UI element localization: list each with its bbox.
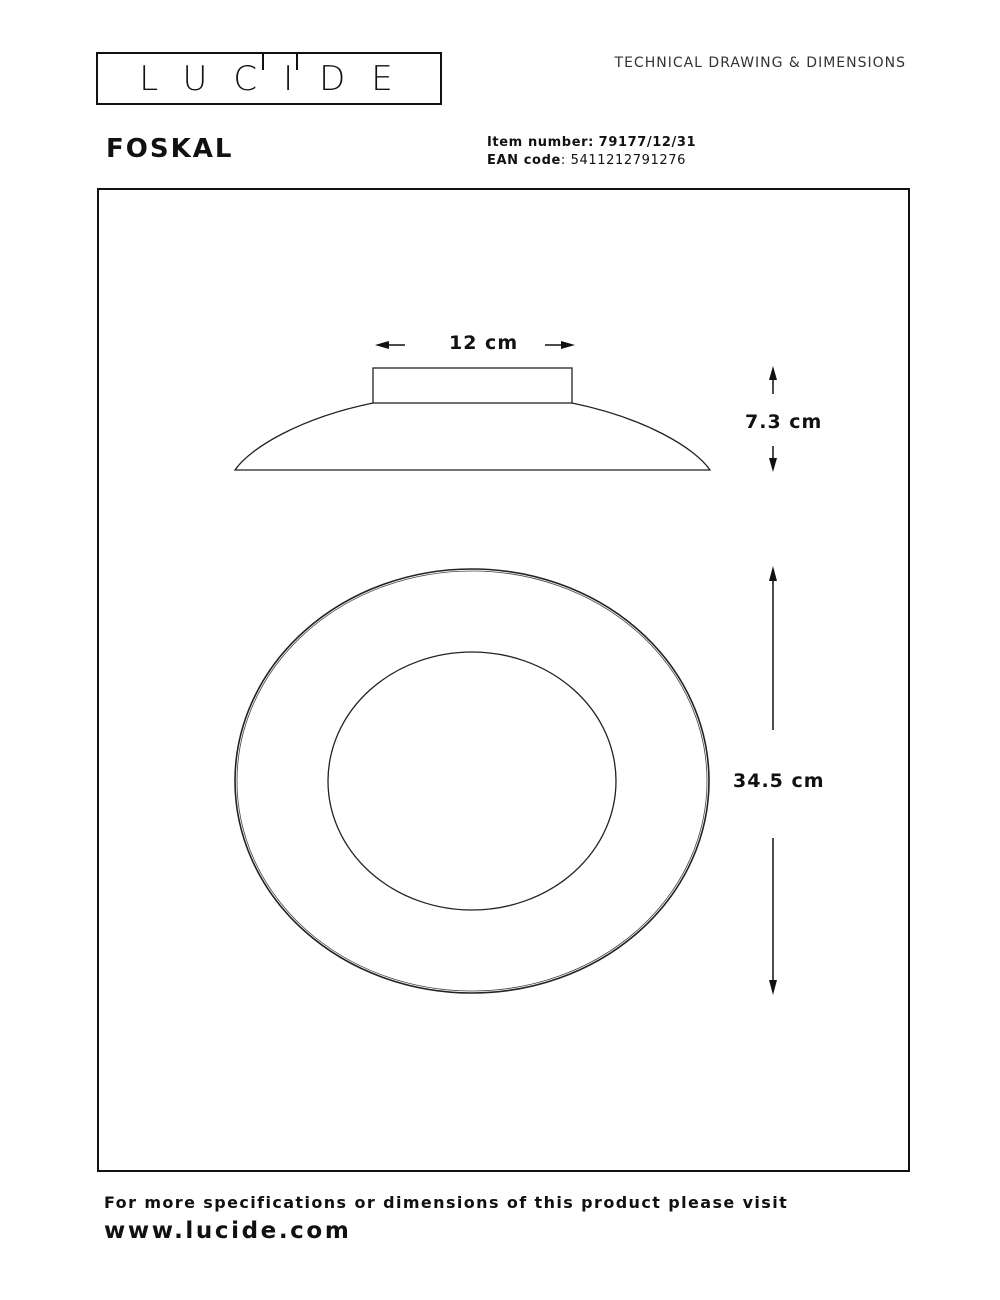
- ean-separator: :: [560, 153, 566, 168]
- shade-top-inner: [328, 652, 616, 910]
- item-number-value: 79177/12/31: [598, 135, 697, 150]
- brand-name: LUCIDE: [139, 59, 419, 99]
- diameter-label: 34.5 cm: [733, 770, 825, 792]
- footer-note: For more specifications or dimensions of this product please visit: [104, 1193, 789, 1212]
- shade-top-rim: [237, 571, 707, 991]
- product-name: FOSKAL: [106, 134, 234, 164]
- shade-side-profile: [235, 403, 710, 470]
- top-width-label: 12 cm: [449, 332, 519, 354]
- ean-label: EAN code: [487, 153, 561, 168]
- document-type: TECHNICAL DRAWING & DIMENSIONS: [614, 55, 906, 71]
- mount-block-side: [373, 368, 572, 403]
- height-label: 7.3 cm: [745, 411, 823, 433]
- website-link[interactable]: www.lucide.com: [104, 1218, 352, 1244]
- item-number-label: Item number:: [487, 135, 594, 150]
- ean-value: 5411212791276: [570, 153, 686, 168]
